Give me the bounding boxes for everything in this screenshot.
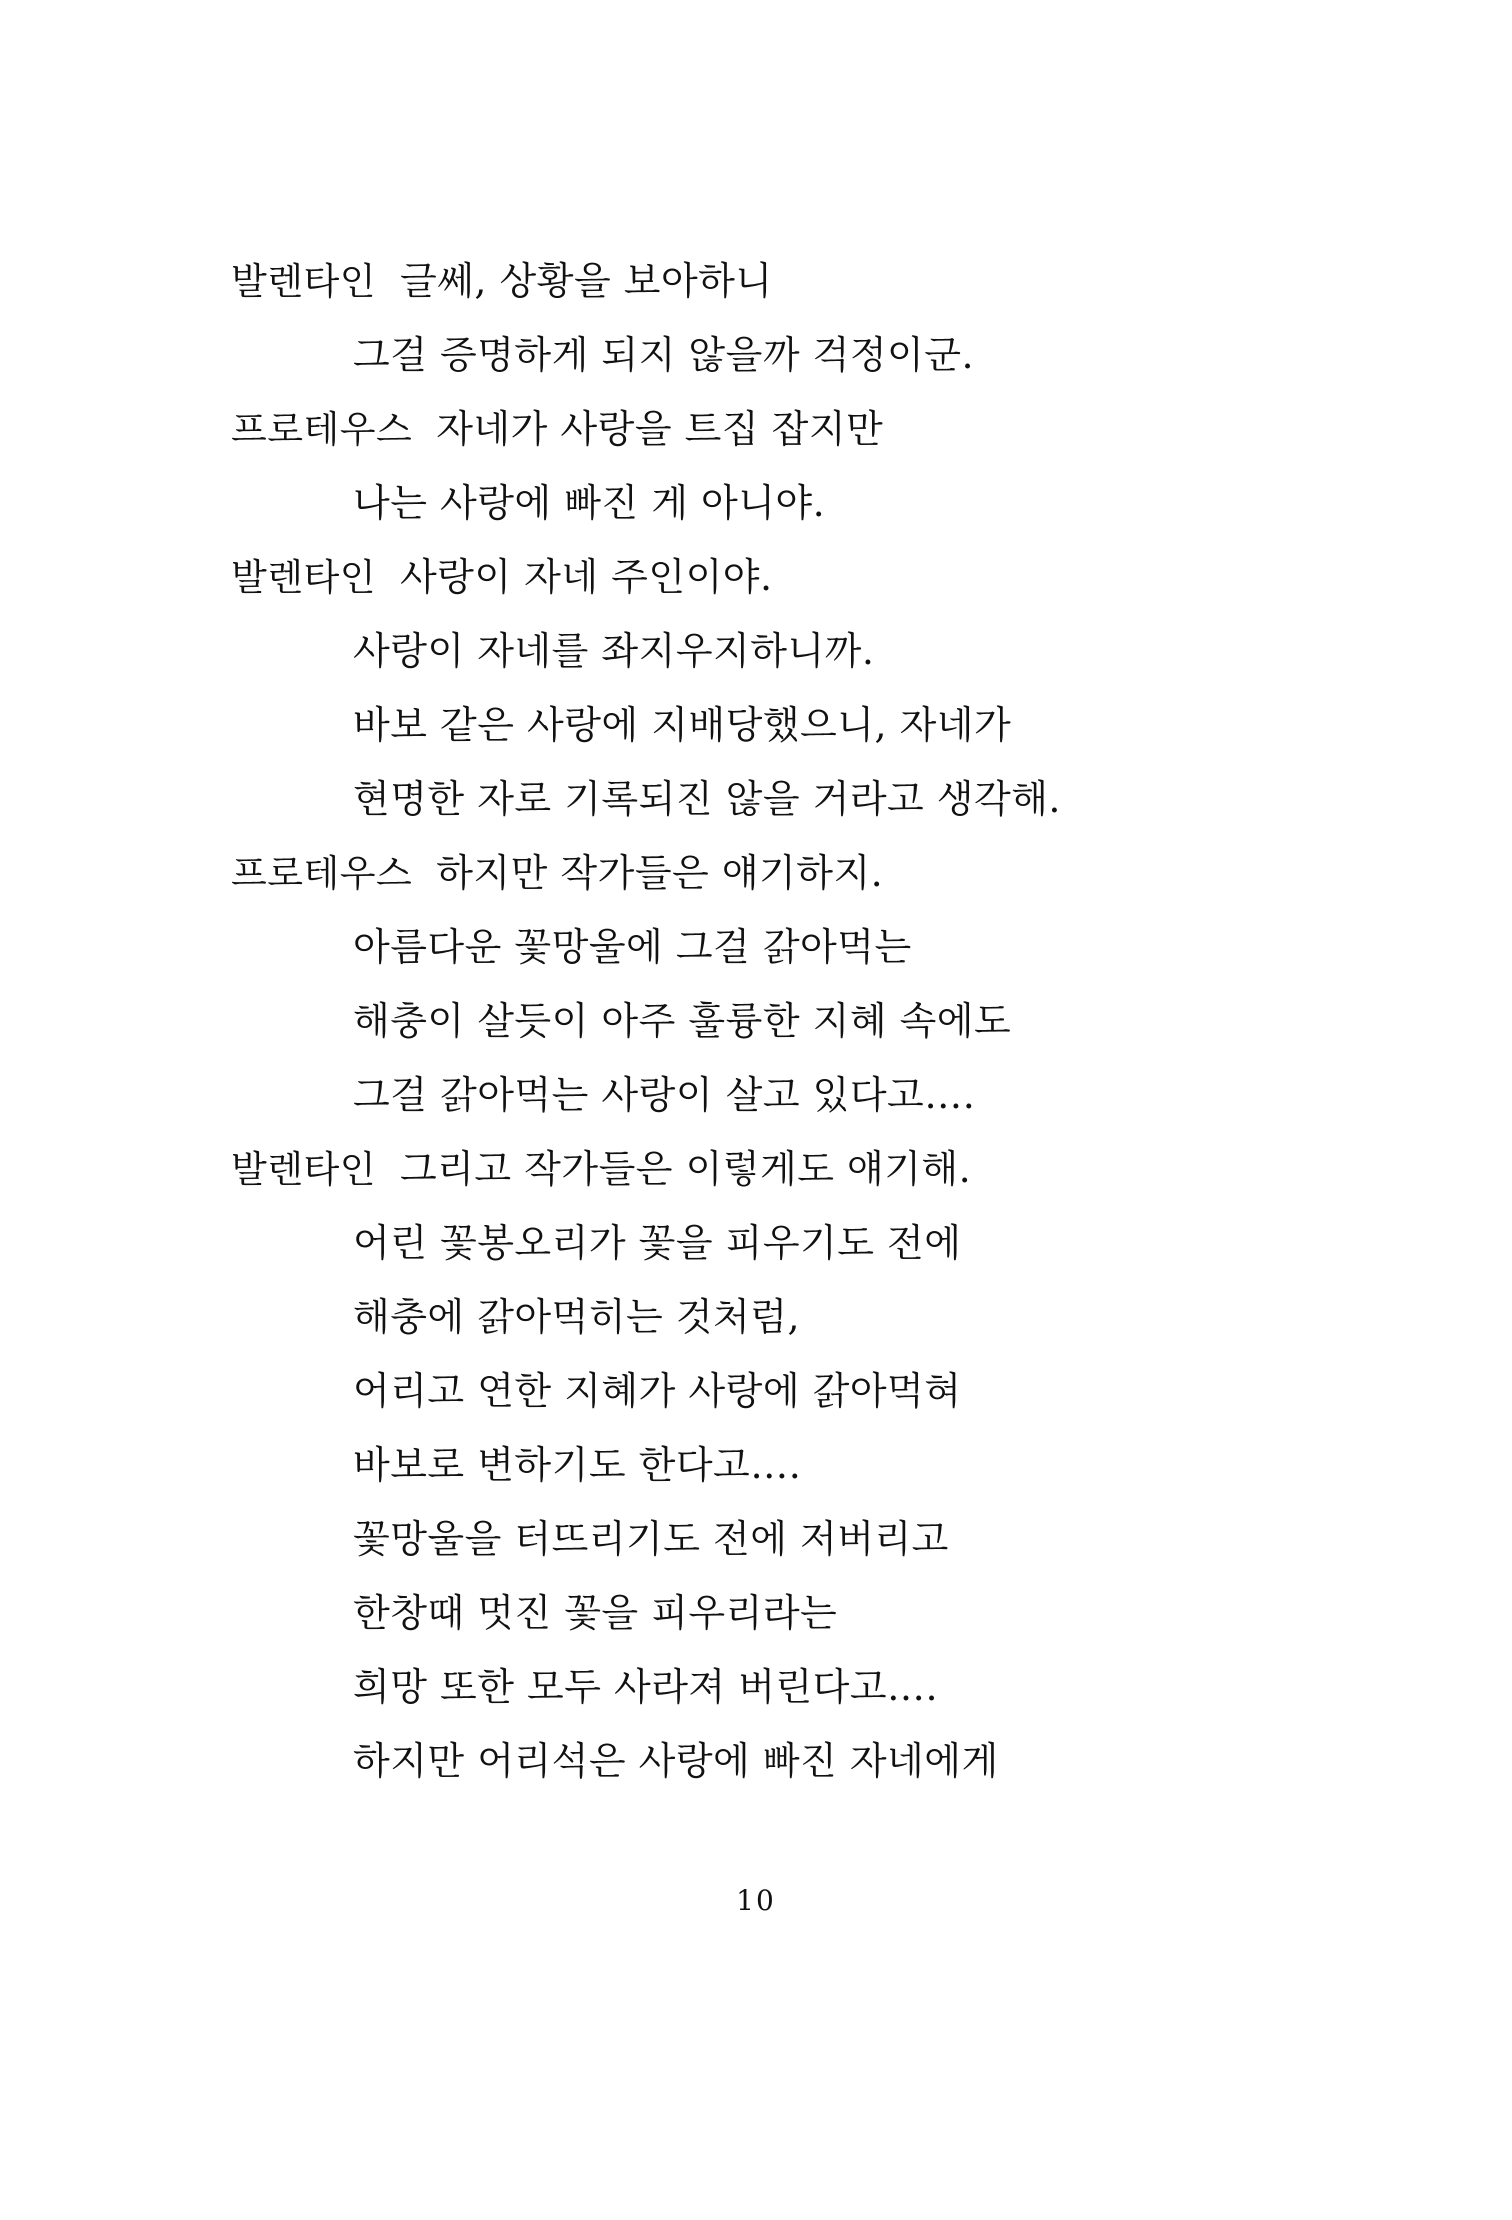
dialogue-line (231, 614, 1331, 688)
dialogue-text-line: 현명한 자로 기록되진 않을 거라고 생각해. (353, 777, 1062, 821)
dialogue-text-line: 해충이 살듯이 아주 훌륭한 지혜 속에도 (353, 999, 1012, 1043)
speaker-name: 발렌타인 (231, 1148, 376, 1191)
dialogue-line (231, 392, 1331, 466)
dialogue-text-line: 꽃망울을 터뜨리기도 전에 저버리고 (353, 1517, 949, 1561)
dialogue-text-line: 사랑이 자네를 좌지우지하니까. (353, 629, 875, 673)
dialogue-line (231, 836, 1331, 910)
dialogue-text-line: 자네가 사랑을 트집 잡지만 (436, 407, 884, 451)
dialogue-text-line: 한창때 멋진 꽃을 피우리라는 (353, 1591, 838, 1635)
dialogue-text-line: 희망 또한 모두 사라져 버린다고…. (353, 1665, 939, 1709)
dialogue-text-line: 아름다운 꽃망울에 그걸 갉아먹는 (353, 925, 912, 969)
dialogue-line (231, 910, 1331, 984)
dialogue-line (231, 1650, 1331, 1724)
dialogue-text-line: 하지만 어리석은 사랑에 빠진 자네에게 (353, 1739, 999, 1783)
speaker-name: 프로테우스 (231, 852, 413, 895)
speaker-name: 발렌타인 (231, 260, 376, 303)
dialogue-text-line: 바보로 변하기도 한다고…. (353, 1443, 802, 1487)
dialogue-text-line: 바보 같은 사랑에 지배당했으니, 자네가 (353, 703, 1012, 747)
dialogue-text (231, 244, 1331, 1798)
dialogue-line (231, 1132, 1331, 1206)
dialogue-line (231, 688, 1331, 762)
dialogue-text-line: 글쎄, 상황을 보아하니 (399, 259, 773, 303)
dialogue-line (231, 984, 1331, 1058)
page-number: 10 (736, 1884, 776, 1917)
dialogue-line (231, 466, 1331, 540)
dialogue-text-line: 그리고 작가들은 이렇게도 얘기해. (399, 1147, 972, 1191)
dialogue-text-line: 어린 꽃봉오리가 꽃을 피우기도 전에 (353, 1221, 962, 1265)
dialogue-line (231, 1428, 1331, 1502)
dialogue-text-line: 어리고 연한 지혜가 사랑에 갉아먹혀 (353, 1369, 962, 1413)
dialogue-text-line: 사랑이 자네 주인이야. (399, 555, 773, 599)
dialogue-text-line: 나는 사랑에 빠진 게 아니야. (353, 481, 826, 525)
dialogue-line (231, 762, 1331, 836)
dialogue-line (231, 540, 1331, 614)
dialogue-text-line: 그걸 증명하게 되지 않을까 걱정이군. (353, 333, 975, 377)
dialogue-line (231, 1724, 1331, 1798)
dialogue-line (231, 1354, 1331, 1428)
dialogue-line (231, 1058, 1331, 1132)
dialogue-line (231, 318, 1331, 392)
dialogue-text-line: 해충에 갉아먹히는 것처럼, (353, 1295, 801, 1339)
dialogue-line (231, 1502, 1331, 1576)
dialogue-text-line: 하지만 작가들은 얘기하지. (436, 851, 884, 895)
dialogue-line (231, 1206, 1331, 1280)
dialogue-line (231, 1280, 1331, 1354)
dialogue-text-line: 그걸 갉아먹는 사랑이 살고 있다고…. (353, 1073, 976, 1117)
dialogue-line (231, 244, 1331, 318)
dialogue-line (231, 1576, 1331, 1650)
speaker-name: 프로테우스 (231, 408, 413, 451)
speaker-name: 발렌타인 (231, 556, 376, 599)
